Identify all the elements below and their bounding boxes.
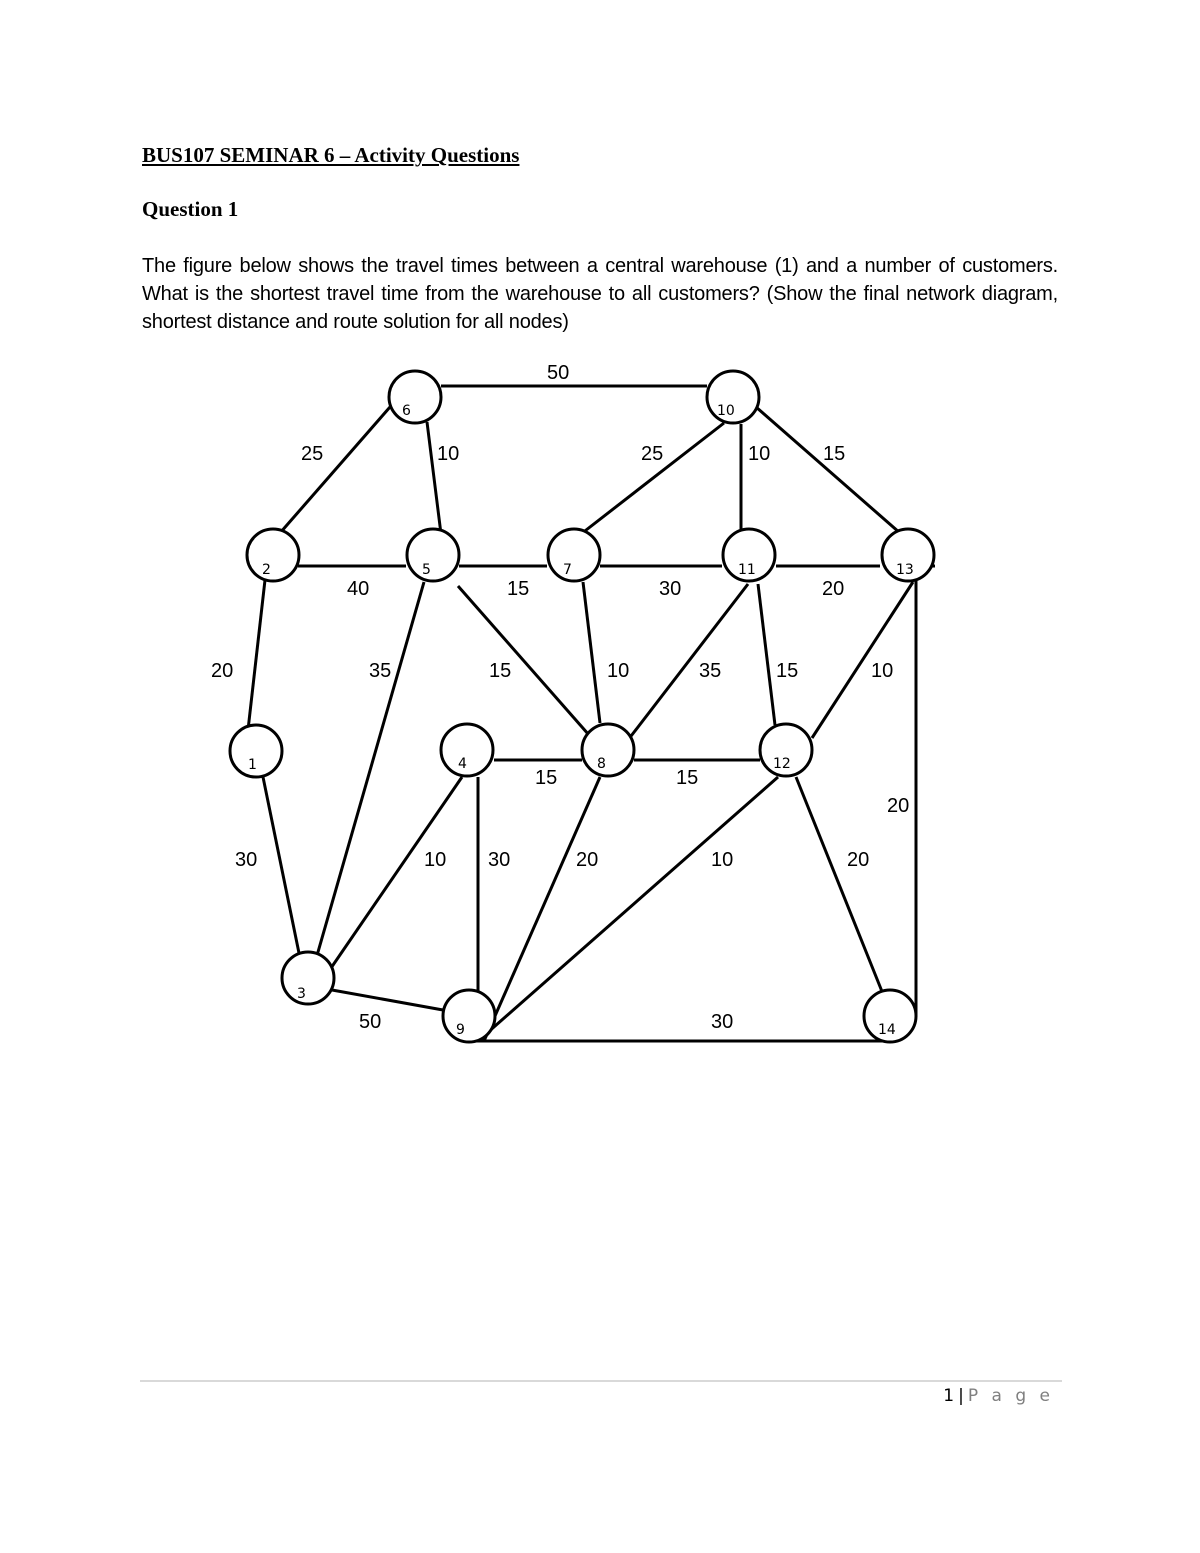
node-label-11: 11: [738, 562, 756, 578]
edge-12-9: [478, 777, 778, 1041]
node-11: [723, 529, 775, 581]
edge-11-12: [758, 584, 775, 725]
node-1: [230, 725, 282, 777]
edge-weight-4-3: 10: [424, 849, 447, 871]
page-word: P a g e: [967, 1386, 1054, 1406]
edge-weight-4-8: 15: [535, 767, 558, 789]
node-5: [407, 529, 459, 581]
edge-weight-8-9: 20: [576, 849, 599, 871]
edge-weight-7-8: 10: [607, 660, 630, 682]
node-label-3: 3: [297, 986, 306, 1002]
node-label-2: 2: [262, 562, 271, 578]
edge-weight-12-9: 10: [711, 849, 734, 871]
edge-weight-10-13: 15: [823, 443, 846, 465]
node-label-8: 8: [597, 756, 606, 772]
node-14: [864, 990, 916, 1042]
page-footer: [700, 1386, 1054, 1406]
edge-5-8: [458, 586, 589, 735]
node-9: [443, 990, 495, 1042]
edge-weight-12-14: 20: [847, 849, 870, 871]
node-label-5: 5: [422, 562, 431, 578]
document-heading: BUS107 SEMINAR 6 – Activity Questions: [142, 143, 520, 167]
edge-6-5: [427, 422, 441, 534]
node-label-13: 13: [896, 562, 914, 578]
node-8: [582, 724, 634, 776]
node-6: [389, 371, 441, 423]
footer-divider: [140, 1380, 1062, 1382]
node-label-9: 9: [456, 1022, 465, 1038]
footer-separator: |: [958, 1386, 964, 1406]
node-2: [247, 529, 299, 581]
node-13: [882, 529, 934, 581]
edge-weight-1-2: 20: [211, 660, 234, 682]
node-label-1: 1: [248, 757, 257, 773]
edge-weight-4-9: 30: [488, 849, 511, 871]
node-label-12: 12: [773, 756, 791, 772]
edge-weight-5-8: 15: [489, 660, 512, 682]
edge-4-3: [331, 777, 462, 968]
edge-weight-5-7: 15: [507, 578, 530, 600]
edge-weight-6-5: 10: [437, 443, 460, 465]
edge-weight-1-3: 30: [235, 849, 258, 871]
node-label-4: 4: [458, 756, 467, 772]
edge-3-9: [332, 990, 443, 1010]
edge-weight-7-11: 30: [659, 578, 682, 600]
edge-2-6: [280, 407, 390, 533]
edge-weight-11-13: 20: [822, 578, 845, 600]
node-label-10: 10: [717, 403, 735, 419]
edge-weight-3-9: 50: [359, 1011, 382, 1033]
node-4: [441, 724, 493, 776]
question-body: The figure below shows the travel times between a central warehouse (1) and a number of customers. What is the shortest travel time from the warehouse to all customers? (Show the final network diagram, shortest distance and route solution for all nodes): [142, 255, 1058, 333]
edge-weight-2-5: 40: [347, 578, 370, 600]
question-title: Question 1: [142, 197, 239, 221]
node-7: [548, 529, 600, 581]
edge-11-8: [628, 584, 748, 740]
node-label-14: 14: [878, 1022, 896, 1038]
node-label-6: 6: [402, 403, 411, 419]
edge-5-3: [316, 582, 424, 959]
edge-8-9: [484, 777, 600, 1041]
edge-13-12: [812, 582, 913, 738]
edge-1-3: [263, 777, 300, 958]
edge-7-8: [583, 582, 600, 723]
node-10: [707, 371, 759, 423]
page-number: 1: [943, 1386, 955, 1406]
edge-weight-7-10: 25: [641, 443, 664, 465]
node-12: [760, 724, 812, 776]
edge-1-2: [248, 580, 265, 730]
edge-weight-8-12: 15: [676, 767, 699, 789]
edge-weight-2-6: 25: [301, 443, 324, 465]
node-3: [282, 952, 334, 1004]
edge-weight-10-11: 10: [748, 443, 771, 465]
edge-7-10: [581, 423, 724, 534]
edge-weight-11-12: 15: [776, 660, 799, 682]
edge-weight-5-3: 35: [369, 660, 392, 682]
edge-weight-13-14: 20: [887, 795, 910, 817]
edge-10-13: [756, 407, 900, 533]
node-label-7: 7: [563, 562, 572, 578]
edge-weight-9-14: 30: [711, 1011, 734, 1033]
edge-weight-6-10: 50: [547, 362, 570, 384]
edge-13-14: [908, 566, 935, 1030]
edge-12-14: [796, 777, 883, 994]
edge-weight-13-12: 10: [871, 660, 894, 682]
edge-weight-11-8: 35: [699, 660, 722, 682]
